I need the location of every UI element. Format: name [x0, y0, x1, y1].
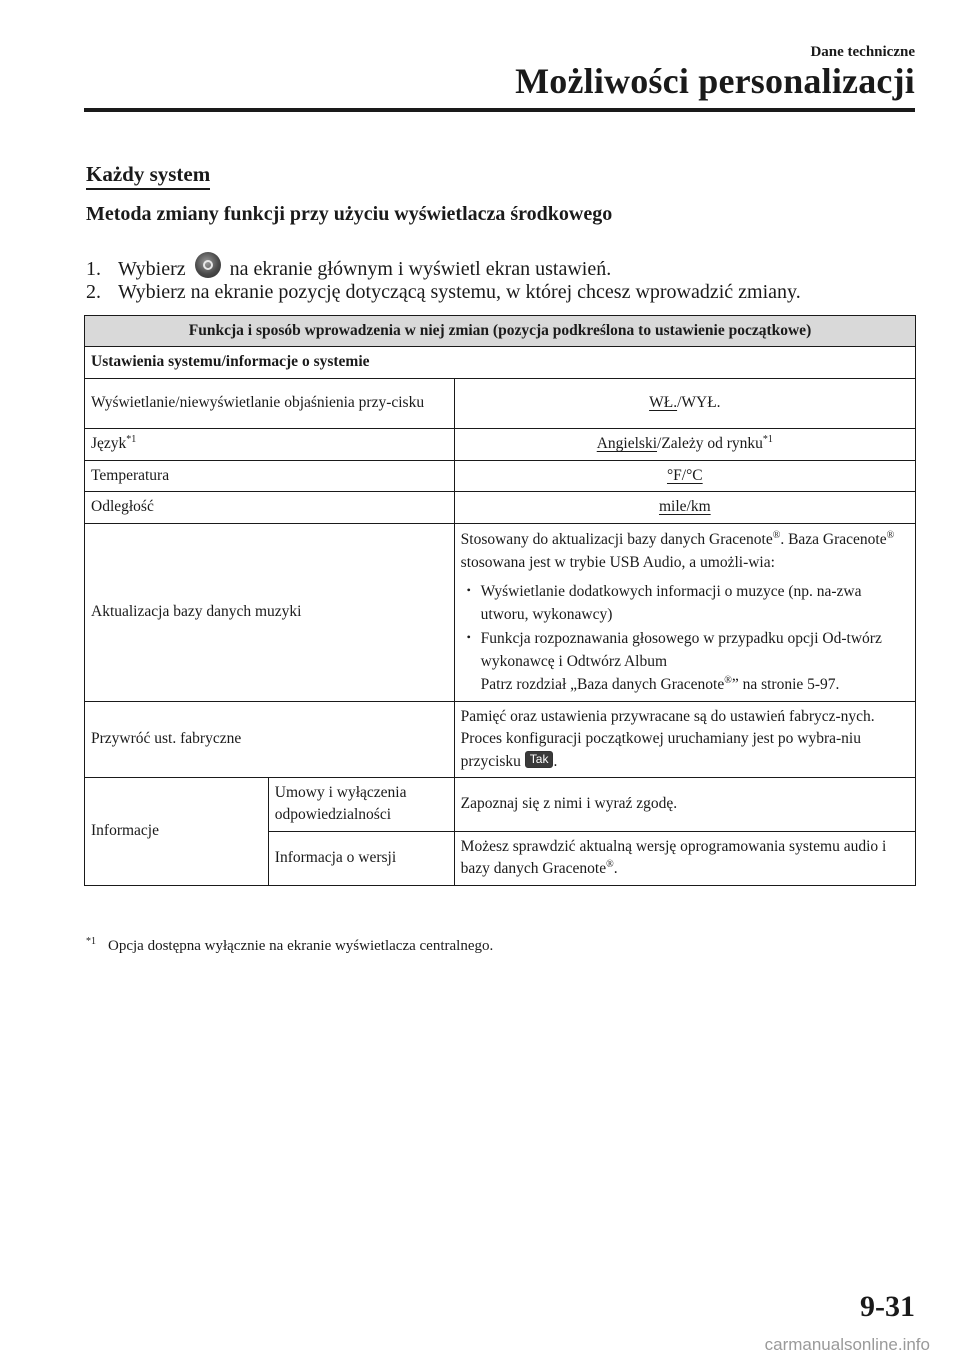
table-row: [85, 378, 916, 428]
row-label: Przywróć ust. fabryczne: [85, 701, 455, 777]
row-value: [454, 378, 915, 428]
footnote-text: Opcja dostępna wyłącznie na ekranie wyświetlacza centralnego.: [108, 938, 494, 954]
option-rest: /WYŁ.: [677, 394, 721, 412]
list-item: • Wyświetlanie dodatkowych informacji o muzyce (np. na-zwa utworu, wykonawcy): [461, 580, 909, 627]
registered-mark: ®: [886, 529, 895, 541]
row-value: [454, 492, 915, 523]
step-2: [86, 281, 801, 304]
footnote: [86, 936, 493, 955]
bullet-list: [461, 580, 909, 673]
table-row: [85, 777, 916, 831]
registered-mark: ®: [724, 675, 732, 687]
row-value: [454, 701, 915, 777]
table-row: [85, 492, 916, 523]
description: [461, 528, 909, 575]
step-text-before: Wybierz: [118, 258, 186, 280]
row-label: Informacje: [85, 777, 269, 885]
text: .: [553, 752, 558, 770]
sub-label: Umowy i wyłączenia odpowiedzialności: [268, 777, 454, 831]
table-row: [85, 523, 916, 701]
watermark: carmanualsonline.info: [764, 1335, 930, 1354]
footnote-mark: *1: [86, 936, 96, 947]
text: ” na stronie 5-97.: [731, 676, 840, 694]
row-label: [85, 428, 455, 460]
table-header: Funkcja i sposób wprowadzenia w niej zmian (pozycja podkreślona to ustawienie początkowe): [85, 316, 916, 347]
table-row: [85, 460, 916, 491]
step-number: 2.: [86, 281, 101, 303]
step-number: 1.: [86, 258, 101, 280]
page-number: 9-31: [860, 1290, 915, 1323]
step-text-after: na ekranie głównym i wyświetl ekran ustawień.: [229, 258, 612, 280]
table-row: [85, 428, 916, 460]
row-label: Temperatura: [85, 460, 455, 491]
step-1: [86, 252, 611, 281]
row-value: [454, 428, 915, 460]
table-group-row: [85, 347, 916, 378]
sub-label: Informacja o wersji: [268, 831, 454, 885]
cross-reference: [461, 673, 909, 696]
row-value: [454, 523, 915, 701]
subtitle: Metoda zmiany funkcji przy użyciu wyświetlacza środkowego: [86, 203, 613, 225]
table-row: [85, 701, 916, 777]
row-value: Zapoznaj się z nimi i wyraź zgodę.: [454, 777, 915, 831]
row-label-text: Język: [91, 435, 127, 453]
text: stosowana jest w trybie USB Audio, a umożli-wia:: [460, 553, 775, 571]
text: . Baza Gracenote: [780, 530, 887, 548]
registered-mark: ®: [606, 859, 614, 871]
list-item: • Funkcja rozpoznawania głosowego w przypadku opcji Od-twórz wykonawcę i Odtwórz Album: [461, 627, 909, 674]
default-option: WŁ.: [649, 394, 678, 412]
default-option: Angielski: [596, 435, 658, 453]
text: Stosowany do aktualizacji bazy danych Gracenote: [460, 530, 773, 548]
row-label: Wyświetlanie/niewyświetlanie objaśnienia przy-cisku: [85, 378, 455, 428]
header-section: Dane techniczne: [810, 44, 915, 60]
row-label: Aktualizacja bazy danych muzyki: [85, 523, 455, 701]
default-option: °F/°C: [666, 466, 703, 484]
settings-table: [84, 315, 916, 886]
row-label: Odległość: [85, 492, 455, 523]
header-rule: [84, 108, 915, 112]
footnote-ref: *1: [126, 433, 137, 445]
text: Patrz rozdział „Baza danych Gracenote: [480, 676, 725, 694]
table-header-row: [85, 316, 916, 347]
description: Pamięć oraz ustawienia przywracane są do ustawień fabrycz-nych.: [460, 707, 875, 725]
tak-button-icon: Tak: [525, 751, 554, 768]
description: [461, 728, 909, 773]
registered-mark: ®: [772, 529, 781, 541]
row-value: [454, 831, 915, 885]
default-option: mile/km: [658, 498, 711, 516]
step-text: Wybierz na ekranie pozycję dotyczącą systemu, w której chcesz wprowadzić zmiany.: [118, 281, 801, 303]
text: Proces konfiguracji początkowej uruchamiany jest po wybra-niu przycisku: [460, 730, 861, 770]
page-title: Możliwości personalizacji: [515, 61, 915, 101]
section-title: Każdy system: [86, 162, 210, 190]
option-rest: /Zależy od rynku: [657, 435, 763, 453]
row-value: [454, 460, 915, 491]
text: Możesz sprawdzić aktualną wersję oprogramowania systemu audio i bazy danych Gracenote: [460, 837, 887, 878]
text: .: [613, 860, 618, 878]
footnote-ref: *1: [762, 433, 773, 445]
table-group: Ustawienia systemu/informacje o systemie: [85, 347, 916, 378]
settings-gear-icon: [195, 252, 221, 278]
